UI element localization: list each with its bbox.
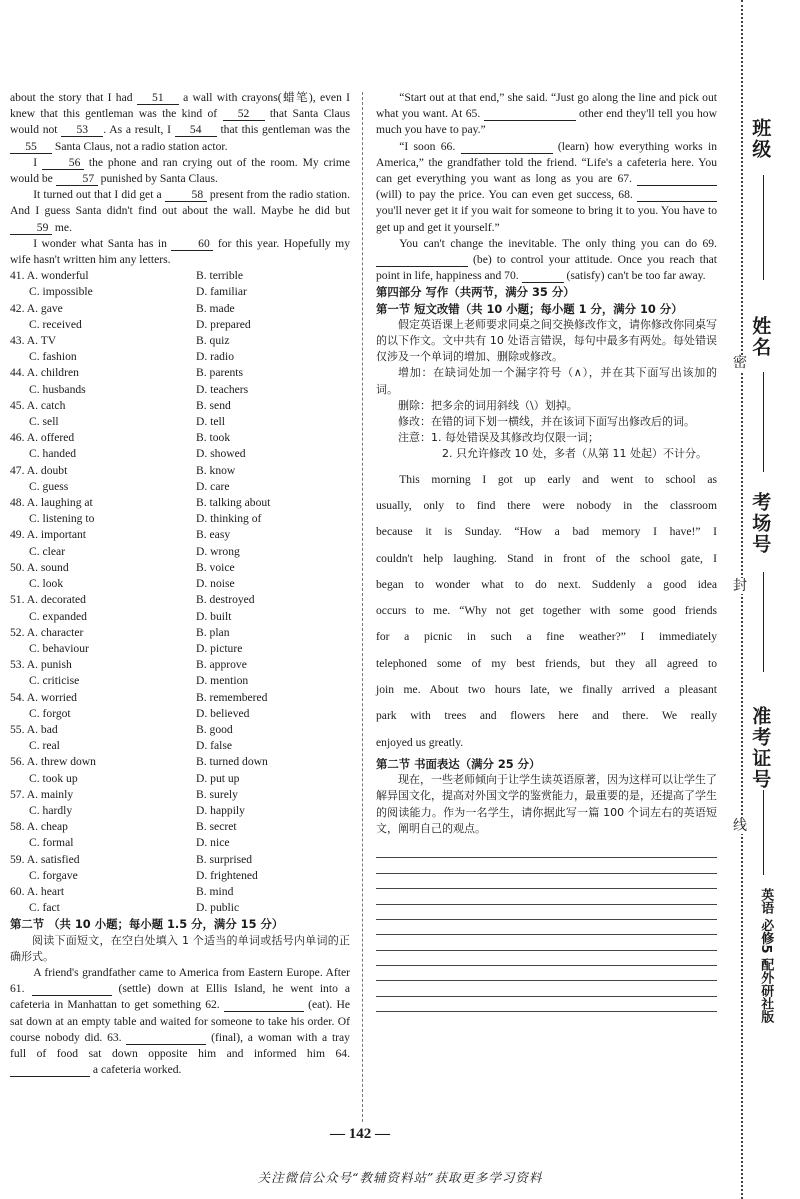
option-choice[interactable]: C. handed [29,447,77,461]
seal-dotted-line [741,0,743,1199]
essay-line: occurs to me. “Why not get together with some good friends [376,604,717,618]
writing-line [376,874,717,889]
option-choice[interactable]: C. expanded [29,609,87,623]
question-options [10,722,350,754]
section-2-instructions: 阅读下面短文，在空白处填入 1 个适当的单词或括号内单词的正确形式。 [10,933,350,963]
class-field[interactable] [763,175,764,280]
option-choice[interactable]: C. impossible [29,285,93,299]
option-choice[interactable]: C. sell [29,415,59,429]
answer-options [10,268,350,916]
question-options [10,852,350,884]
option-choice[interactable]: B. good [196,722,233,736]
column-divider [362,92,363,1122]
option-choice[interactable]: C. hardly [29,803,73,817]
question-options [10,333,350,365]
option-choice[interactable]: 44. A. children [10,366,79,380]
essay-line: enjoyed us greatly. [376,735,464,749]
blank-56[interactable]: 56 [42,156,84,170]
blank-59[interactable]: 59 [10,221,52,235]
essay-line: park with trees and flowers here and there. We really [376,709,717,723]
question-options [10,592,350,624]
option-choice[interactable]: B. took [196,431,231,445]
option-choice[interactable]: B. terrible [196,269,244,283]
option-choice[interactable]: 42. A. gave [10,301,63,315]
question-options [10,527,350,559]
blank-69[interactable] [376,253,468,267]
option-choice[interactable]: D. prepared [196,317,251,331]
blank-70[interactable] [522,269,564,283]
question-options [10,884,350,916]
option-choice[interactable]: 43. A. TV [10,334,57,348]
footer-note: 关注微信公众号“教辅资料站”获取更多学习资料 [257,1170,543,1185]
option-choice[interactable]: 52. A. character [10,625,84,639]
option-choice[interactable]: C. took up [29,771,78,785]
option-choice[interactable]: 56. A. threw down [10,755,96,769]
option-choice[interactable]: B. talking about [196,496,271,510]
option-choice[interactable]: B. know [196,463,236,477]
option-choice[interactable]: D. care [196,479,230,493]
option-choice[interactable]: D. happily [196,803,245,817]
section-1-title: 第一节 短文改错（共 10 小题；每小题 1 分，满分 10 分） [376,301,683,316]
question-options [10,495,350,527]
cloze-paragraph: I 56 the phone and ran crying out of the room. My crime would be 57 punished by Santa Claus. [10,155,350,186]
option-choice[interactable]: C. received [29,317,82,331]
option-choice[interactable]: C. criticise [29,674,80,688]
writing-line [376,843,717,858]
option-choice[interactable]: C. husbands [29,382,86,396]
option-choice[interactable]: D. mention [196,674,249,688]
blank-54[interactable]: 54 [175,123,217,137]
writing-line [376,966,717,981]
option-choice[interactable]: D. wrong [196,544,240,558]
blank-68[interactable] [637,188,717,202]
option-choice[interactable]: B. remembered [196,690,268,704]
question-options [10,657,350,689]
question-options [10,463,350,495]
option-choice[interactable]: 57. A. mainly [10,787,74,801]
option-choice[interactable]: D. thinking of [196,512,262,526]
section-2-writing-title: 第二节 书面表达（满分 25 分） [376,756,541,771]
section-1-instructions: 假定英语课上老师要求同桌之间交换修改作文，请你修改你同桌写的以下作文。文中共有 10 处语言错误，每句中最多有两处。每处错误仅涉及一个单词的增加、删除或修改。 [376,317,717,364]
writing-line [376,981,717,996]
section-2-title: 第二节 （共 10 小题；每小题 1.5 分，满分 15 分） [10,917,284,932]
essay-line: telephoned some of my best friends, but they all agreed to [376,656,717,670]
question-options [10,560,350,592]
writing-line [376,997,717,1012]
seal-mark-mi: 密 [733,355,747,371]
page-number: — 142 — [330,1126,390,1142]
option-choice[interactable]: B. send [196,398,231,412]
option-choice[interactable]: B. mind [196,884,234,898]
option-choice[interactable]: D. showed [196,447,246,461]
option-choice[interactable]: 47. A. doubt [10,463,68,477]
option-choice[interactable]: C. fact [29,901,60,915]
option-choice[interactable]: D. believed [196,706,250,720]
writing-line [376,920,717,935]
option-choice[interactable]: C. behaviour [29,641,89,655]
name-field[interactable] [763,372,764,472]
option-choice[interactable]: C. guess [29,479,69,493]
blank-58[interactable]: 58 [165,188,207,202]
option-choice[interactable]: B. surely [196,787,238,801]
section-2-writing-instructions: 现在，一些老师倾向于让学生读英语原著，因为这样可以让学生了解异国文化，提高对外国文学的鉴赏能力，最重要的是，还提高了学生的阅读能力。作为一名学生，请你据此写一篇 100 个词左右的英语短文，阐明自己的观点。 [376,773,717,835]
name-label: 姓名 [749,316,772,358]
option-choice[interactable]: D. put up [196,771,240,785]
essay-line: began to wonder what to do next. Suddenly a good idea [376,577,717,591]
add-rule: 增加：在缺词处加一个漏字符号（∧），并在其下面写出该加的词。 [376,366,717,396]
question-options [10,625,350,657]
option-choice[interactable]: D. nice [196,836,230,850]
option-choice[interactable]: B. plan [196,625,230,639]
option-choice[interactable]: 46. A. offered [10,431,75,445]
option-choice[interactable]: 58. A. cheap [10,820,68,834]
option-choice[interactable]: B. destroyed [196,593,255,607]
modify-rule: 修改：在错的词下划一横线，并在该词下面写出修改后的词。 [398,415,695,429]
writing-line [376,935,717,950]
option-choice[interactable]: 59. A. satisfied [10,852,80,866]
option-choice[interactable]: D. picture [196,641,243,655]
option-choice[interactable]: 60. A. heart [10,884,65,898]
question-options [10,301,350,333]
option-choice[interactable]: B. turned down [196,755,268,769]
essay-line: because it is Sunday. “How a bad memory I have!” I [376,525,717,539]
option-choice[interactable]: D. familiar [196,285,247,299]
blank-62[interactable] [224,998,304,1012]
question-options [10,754,350,786]
option-choice[interactable]: C. real [29,739,60,753]
option-choice[interactable]: C. clear [29,544,66,558]
note-1: 注意：1. 每处错误及其修改均仅限一词； [398,431,599,445]
option-choice[interactable]: 51. A. decorated [10,593,86,607]
option-choice[interactable]: 54. A. worried [10,690,77,704]
right-column [376,90,717,1012]
option-choice[interactable]: 45. A. catch [10,398,66,412]
writing-line [376,905,717,920]
blank-55[interactable]: 55 [10,140,52,154]
seal-mark-feng: 封 [733,578,747,594]
question-options [10,268,350,300]
question-options [10,430,350,462]
question-options [10,365,350,397]
exam-id-field[interactable] [763,790,764,875]
blank-66[interactable] [461,140,553,154]
option-choice[interactable]: B. voice [196,560,235,574]
option-choice[interactable]: C. forgave [29,868,78,882]
blank-57[interactable]: 57 [56,172,98,186]
delete-rule: 删除：把多余的词用斜线（\）划掉。 [398,398,578,412]
writing-line [376,951,717,966]
subject-label: 英语 必修5 配外研社版 [758,888,774,1024]
grammar-passage: You can't change the inevitable. The only thing you can do 69. (be) to control your attitude. Once you reach that point in life, happiness and 70. (satisfy) can't be too far away. [376,236,717,283]
option-choice[interactable]: D. noise [196,577,235,591]
essay-line: usually, only to find there were nobody in the classroom [376,498,717,512]
option-choice[interactable]: D. false [196,739,233,753]
option-choice[interactable]: D. public [196,901,240,915]
left-column [10,90,350,1078]
option-choice[interactable]: B. quiz [196,334,230,348]
option-choice[interactable]: C. listening to [29,512,95,526]
blank-53[interactable]: 53 [61,123,103,137]
option-choice[interactable]: D. teachers [196,382,249,396]
blank-63[interactable] [126,1031,206,1045]
writing-area[interactable] [376,843,717,1012]
option-choice[interactable]: C. forgot [29,706,71,720]
cloze-paragraph: It turned out that I did get a 58 present from the radio station. And I guess Santa didn't find out about the wall. Maybe he did but 59 me. [10,188,350,234]
blank-52[interactable]: 52 [223,107,265,121]
writing-line [376,858,717,873]
exam-id-label: 准考证号 [749,706,772,790]
option-choice[interactable]: 53. A. punish [10,658,72,672]
writing-line [376,889,717,904]
error-correction-essay [376,467,717,756]
blank-60[interactable]: 60 [171,237,213,251]
option-choice[interactable]: B. approve [196,658,247,672]
blank-51[interactable]: 51 [137,91,179,105]
option-choice[interactable]: B. easy [196,528,231,542]
option-choice[interactable]: D. tell [196,415,225,429]
essay-line: join me. About two hours late, we finally arrived a pleasant [376,683,717,697]
room-label: 考场号 [749,492,772,555]
part-4-title: 第四部分 写作（共两节，满分 35 分） [376,285,575,300]
note-2: 2. 只允许修改 10 处，多者（从第 11 处起）不计分。 [442,447,707,461]
essay-line: for a picnic in such a fine weather?” I immediately [376,630,717,644]
option-choice[interactable]: C. fashion [29,350,77,364]
question-options [10,787,350,819]
grammar-passage: A friend's grandfather came to America from Eastern Europe. After 61. (settle) down at Ellis Island, he went into a cafeteria in Manhattan to get something 62. (eat). He sat down at an empty table and waited for someone to take his order. Of course nobody did. 63. (final), a woman with a tray full of food sat down opposite him and informed him 64. a cafeteria worked. [10,965,351,1077]
cloze-paragraph: I wonder what Santa has in 60 for this year. Hopefully my wife hasn't written him any letters. [10,236,350,267]
option-choice[interactable]: B. secret [196,820,237,834]
grammar-passage: “I soon 66. (learn) how everything works in America,” the grandfather told the friend. “Life's a cafeteria here. You can get everything you want as long as you are 67. (will) to pay the price. You can even get success, 68. you'll never get it if you wait for someone to bring it to you. You have to get up and get it yourself.” [376,139,717,234]
grammar-passage: “Start out at that end,” she said. “Just go along the line and pick out what you want. At 65. other end they'll tell you how much you have to pay.” [376,91,717,137]
option-choice[interactable]: D. built [196,609,232,623]
class-label: 班级 [749,118,772,160]
room-field[interactable] [763,572,764,672]
option-choice[interactable]: B. surprised [196,852,253,866]
option-choice[interactable]: 49. A. important [10,528,86,542]
question-options [10,819,350,851]
essay-line: couldn't help laughing. Stand in front of the school gate, I [376,551,717,565]
option-choice[interactable]: B. made [196,301,235,315]
option-choice[interactable]: 50. A. sound [10,560,69,574]
essay-line: This morning I got up early and went to school as [399,472,717,486]
option-choice[interactable]: C. look [29,577,64,591]
option-choice[interactable]: B. parents [196,366,244,380]
question-options [10,690,350,722]
blank-65[interactable] [484,107,576,121]
blank-61[interactable] [32,982,112,996]
seal-mark-xian: 线 [733,818,747,834]
blank-67[interactable] [637,172,717,186]
option-choice[interactable]: 55. A. bad [10,722,58,736]
option-choice[interactable]: 48. A. laughing at [10,496,93,510]
question-options [10,398,350,430]
option-choice[interactable]: 41. A. wonderful [10,269,89,283]
option-choice[interactable]: D. radio [196,350,234,364]
option-choice[interactable]: C. formal [29,836,74,850]
blank-64[interactable] [10,1063,90,1077]
cloze-passage-end: about the story that I had 51 a wall with crayons(蜡笔), even I knew that this gentleman was the kind of 52 that Santa Claus would not 53 . As a result, I 54 that this gentleman was the 55 Santa Claus, not a radio station actor. [10,91,351,153]
option-choice[interactable]: D. frightened [196,868,258,882]
